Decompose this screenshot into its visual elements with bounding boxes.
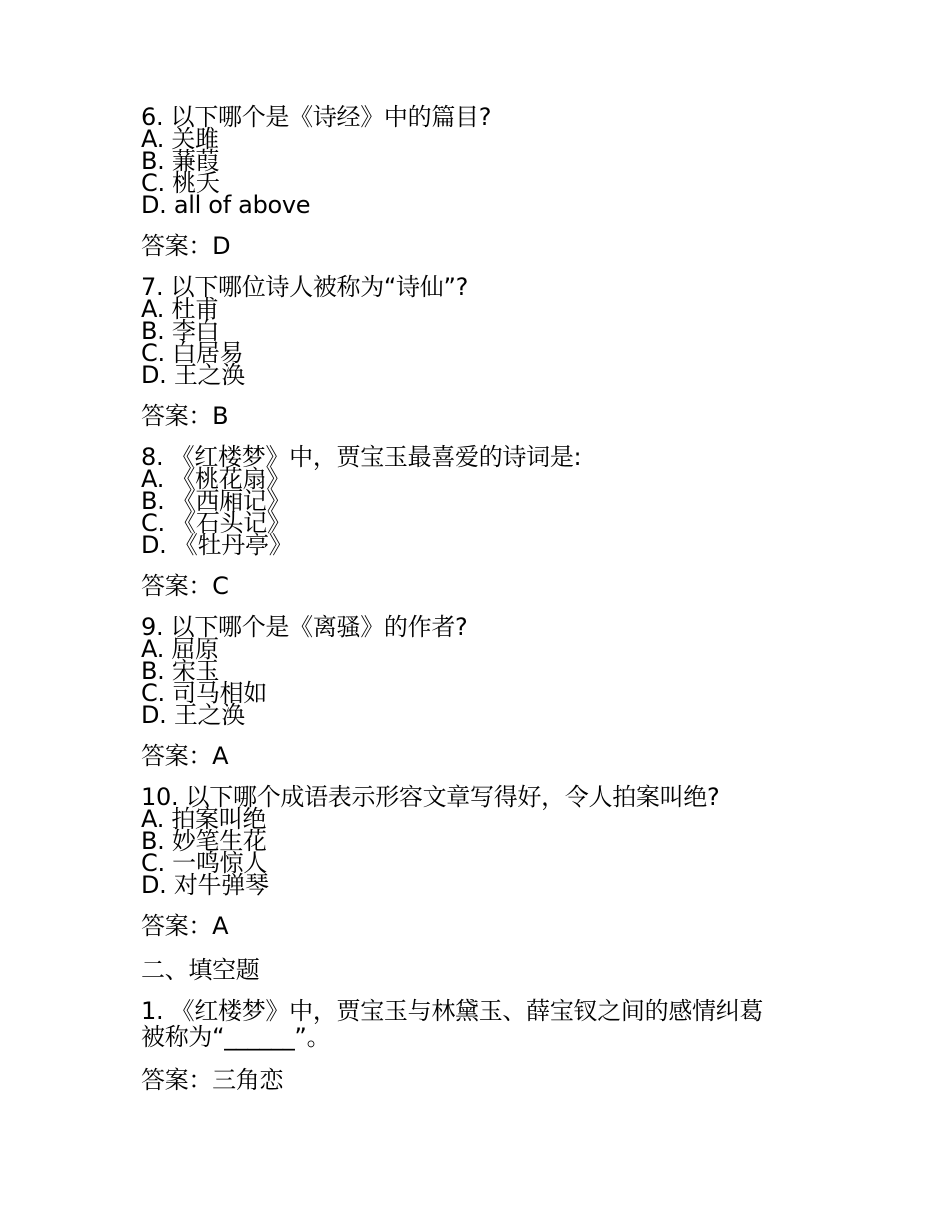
question-text: 9. 以下哪个是《离骚》的作者?: [141, 613, 468, 641]
option-c: C. 桃夭: [141, 169, 220, 197]
option-list: [141, 465, 821, 559]
answer-text: 答案：A: [141, 912, 229, 940]
question-text: 7. 以下哪位诗人被称为“诗仙”?: [141, 273, 469, 301]
option-a: A. 《桃花扇》: [141, 465, 290, 493]
option-list: [141, 295, 821, 389]
option-b: B. 李白: [141, 317, 220, 345]
option-b: B. 蒹葭: [141, 147, 220, 175]
option-a: A. 屈原: [141, 635, 219, 663]
option-d: D. all of above: [141, 191, 311, 219]
fill-question-1: [141, 998, 821, 1094]
option-a: A. 关雎: [141, 125, 219, 153]
document-page: [141, 103, 821, 1110]
question-text: 6. 以下哪个是《诗经》中的篇目?: [141, 103, 492, 131]
option-d: D. 王之涣: [141, 361, 245, 389]
answer-text: 答案：C: [141, 572, 229, 600]
question-8: [141, 443, 821, 600]
question-9: [141, 613, 821, 770]
answer-text: 答案：B: [141, 402, 229, 430]
answer-text: 答案：三角恋: [141, 1066, 284, 1094]
option-d: D. 对牛弹琴: [141, 871, 269, 899]
option-a: A. 拍案叫绝: [141, 805, 267, 833]
question-6: [141, 103, 821, 260]
option-d: D. 《牡丹亭》: [141, 531, 293, 559]
option-list: [141, 125, 821, 219]
option-b: B. 《西厢记》: [141, 487, 291, 515]
option-c: C. 白居易: [141, 339, 244, 367]
question-text: 8. 《红楼梦》中，贾宝玉最喜爱的诗词是:: [141, 443, 582, 471]
question-7: [141, 273, 821, 430]
option-list: [141, 635, 821, 729]
option-d: D. 王之涣: [141, 701, 245, 729]
section-title: 二、填空题: [141, 956, 260, 984]
answer-text: 答案：A: [141, 742, 229, 770]
option-b: B. 妙笔生花: [141, 827, 267, 855]
option-list: [141, 805, 821, 899]
option-b: B. 宋玉: [141, 657, 220, 685]
option-c: C. 司马相如: [141, 679, 267, 707]
fill-question-text-line2: 被称为“______”。: [141, 1023, 331, 1051]
question-text: 10. 以下哪个成语表示形容文章写得好，令人拍案叫绝?: [141, 783, 720, 811]
option-c: C. 一鸣惊人: [141, 849, 267, 877]
option-a: A. 杜甫: [141, 295, 219, 323]
option-c: C. 《石头记》: [141, 509, 291, 537]
fill-question-text-line1: 1. 《红楼梦》中，贾宝玉与林黛玉、薛宝钗之间的感情纠葛: [141, 997, 764, 1025]
answer-text: 答案：D: [141, 232, 231, 260]
question-10: [141, 783, 821, 940]
